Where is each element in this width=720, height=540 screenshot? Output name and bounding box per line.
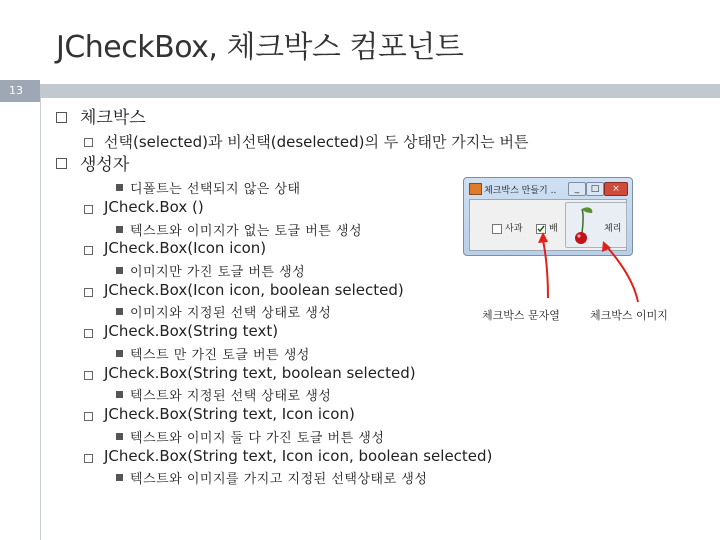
checkbox-cherry-toggle[interactable] — [565, 202, 627, 248]
maximize-button[interactable]: □ — [586, 182, 604, 196]
bullet-marker-filled-square — [116, 391, 123, 398]
annotation-text-label: 체크박스 문자열 — [482, 309, 560, 322]
bullet-marker-filled-square — [116, 433, 123, 440]
bullet-marker-filled-square — [116, 184, 123, 191]
example-window — [463, 177, 633, 256]
header-bar — [40, 84, 720, 98]
bullet-marker-open-square — [84, 288, 93, 297]
slide-title: JCheckBox, 체크박스 컴포넌트 — [56, 30, 464, 65]
bullet-marker-open-square — [84, 329, 93, 338]
bullet-marker-open-square — [84, 371, 93, 380]
bullet-marker-open-square — [56, 158, 67, 169]
list-item: JCheck.Box(String text, boolean selected) — [104, 364, 416, 382]
checkbox-apple-label: 사과 — [505, 224, 523, 234]
checkbox-pear[interactable] — [536, 224, 546, 234]
bullet-marker-open-square — [84, 205, 93, 214]
cherry-icon — [568, 203, 604, 247]
bullet-marker-open-square — [84, 138, 93, 147]
minimize-button[interactable]: _ — [568, 182, 586, 196]
bullet-marker-filled-square — [116, 267, 123, 274]
bullet-marker-filled-square — [116, 226, 123, 233]
bullet-marker-filled-square — [116, 350, 123, 357]
window-title: 체크박스 만들기 .. — [484, 186, 557, 196]
arrow-to-image — [608, 248, 638, 302]
checkbox-pear-label: 배 — [549, 224, 558, 234]
window-app-icon — [469, 183, 482, 195]
bullet-marker-open-square — [84, 454, 93, 463]
list-item: 이미지만 가진 토글 버튼 생성 — [130, 265, 306, 280]
page-number: 13 — [9, 84, 23, 97]
list-item: JCheck.Box(Icon icon, boolean selected) — [104, 281, 404, 299]
list-item: 생성자 — [80, 155, 130, 175]
list-item: JCheck.Box(String text, Icon icon, boolean selected) — [104, 447, 493, 465]
checkbox-apple[interactable] — [492, 224, 502, 234]
list-item: 텍스트와 이미지가 없는 토글 버튼 생성 — [130, 224, 363, 239]
bullet-marker-filled-square — [116, 474, 123, 481]
list-item: 텍스트 만 가진 토글 버튼 생성 — [130, 348, 310, 363]
page-number-badge — [0, 80, 40, 102]
left-rule — [40, 98, 41, 540]
bullet-marker-open-square — [84, 412, 93, 421]
list-item: 디폴트는 선택되지 않은 상태 — [130, 182, 301, 197]
list-item: 이미지와 지정된 선택 상태로 생성 — [130, 306, 332, 321]
list-item: JCheck.Box () — [104, 198, 204, 216]
annotation-image-label: 체크박스 이미지 — [590, 309, 668, 322]
bullet-marker-open-square — [84, 246, 93, 255]
list-item: JCheck.Box(String text) — [104, 322, 279, 340]
bullet-marker-open-square — [56, 112, 67, 123]
window-content — [469, 199, 627, 251]
checkmark-icon — [537, 225, 545, 233]
checkbox-cherry-label: 체리 — [604, 224, 622, 234]
list-item: JCheck.Box(String text, Icon icon) — [104, 405, 355, 423]
list-item: JCheck.Box(Icon icon) — [104, 239, 267, 257]
list-item: 텍스트와 이미지를 가지고 지정된 선택상태로 생성 — [130, 472, 428, 487]
list-item: 텍스트와 지정된 선택 상태로 생성 — [130, 389, 332, 404]
list-item: 선택(selected)과 비선택(deselected)의 두 상태만 가지는 버튼 — [104, 133, 529, 151]
list-item: 체크박스 — [80, 108, 146, 128]
list-item: 텍스트와 이미지 둘 다 가진 토글 버튼 생성 — [130, 431, 385, 446]
bullet-marker-filled-square — [116, 308, 123, 315]
close-button[interactable]: × — [604, 182, 628, 196]
